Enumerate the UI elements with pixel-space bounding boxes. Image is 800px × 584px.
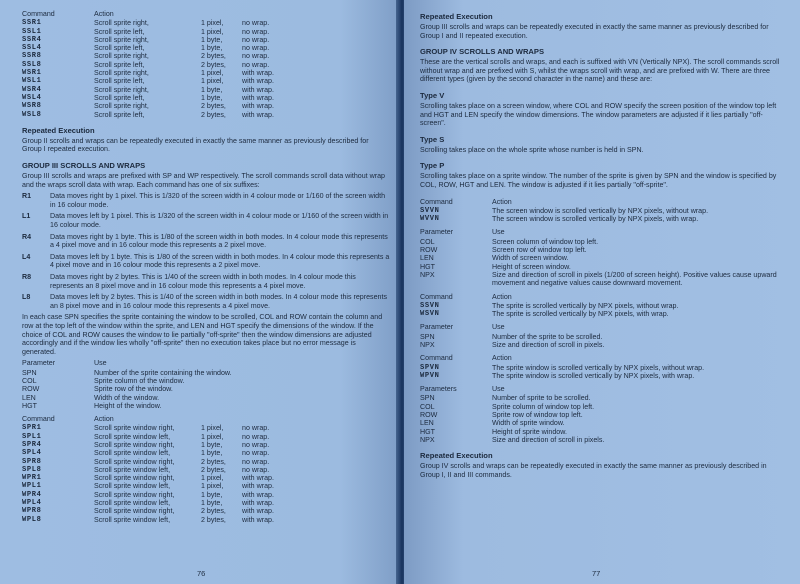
table-row [22, 86, 390, 94]
table-row [22, 424, 390, 432]
table-row [22, 377, 390, 385]
column-header-parameter: Parameter [420, 323, 454, 332]
paragraph: Scrolling takes place on a sprite window. The number of the sprite is given by SPN and the window is specified by COL, ROW, HGT and LEN. The window is adjusted if it lies partially "off-sprite". [420, 172, 777, 189]
column-header-action: Action [492, 354, 512, 363]
table-row [22, 369, 390, 377]
command-action: The sprite window is scrolled vertically by NPX pixels, with wrap. [492, 371, 695, 380]
command-action: Scroll sprite window left, [94, 499, 171, 508]
section-heading: GROUP III SCROLLS AND WRAPS [22, 161, 146, 171]
command-amount: 1 pixel, [201, 474, 224, 483]
table-row [420, 246, 788, 254]
table-row [22, 28, 390, 36]
suffix-description: Data moves right by 2 bytes. This is 1/40 of the screen width in both modes. In 4 colour mode this represents an 8 pixel move and in 16 colour mode this represents a 4 pixel move. [50, 272, 356, 290]
suffix-description: Data moves left by 2 bytes. This is 1/40 of the screen width in both modes. In 4 colour mode this represents an 8 pixel move and in 16 colour mode this represents a 4 pixel move. [50, 293, 387, 310]
suffix-code: R1 [22, 192, 32, 201]
parameter-use: Sprite row of the window. [94, 385, 173, 394]
right-page [404, 0, 800, 584]
subsection-heading: Type V [420, 90, 445, 100]
table-row [22, 102, 390, 110]
command-amount: 1 pixel, [201, 424, 224, 433]
group3-command-table [22, 424, 390, 524]
command-name: SSL1 [22, 27, 42, 36]
parameter-name: COL [420, 237, 435, 246]
parameter-use: Height of screen window. [492, 262, 571, 271]
type-p-command-table [420, 364, 788, 381]
command-amount: 1 byte, [201, 449, 223, 458]
table-row [22, 385, 390, 393]
column-header-use: Use [492, 323, 505, 332]
type-s-command-table [420, 302, 788, 319]
column-header-use: Use [492, 228, 505, 237]
command-action: Scroll sprite right, [94, 85, 149, 94]
command-amount: 1 pixel, [201, 77, 224, 86]
parameter-use: Size and direction of scroll in pixels (1/200 of screen height). Positive values cause upward movement and negative values cause downward movement. [492, 270, 777, 288]
command-name: WPL4 [22, 499, 42, 508]
parameter-name: LEN [420, 254, 434, 263]
paragraph: Group III scrolls and wraps can be repeatedly executed in exactly the same manner as previously described for Group I and II repeated execution. [420, 23, 769, 40]
command-action: Scroll sprite left, [94, 27, 145, 36]
command-name: WPR1 [22, 474, 42, 483]
command-name: SSL8 [22, 60, 42, 69]
suffix-description: Data moves left by 1 pixel. This is 1/320 of the screen width in 4 colour mode or 1/160 of the screen width in 16 colour mode. [50, 212, 389, 230]
command-action: Scroll sprite left, [94, 93, 145, 102]
command-action: Scroll sprite window left, [94, 465, 171, 474]
command-amount: 1 byte, [201, 44, 223, 53]
paragraph: Scrolling takes place on the whole sprite whose number is held in SPN. [420, 145, 644, 154]
command-wrap: no wrap. [242, 44, 270, 53]
list-item [22, 212, 390, 229]
table-row [22, 402, 390, 410]
command-wrap: with wrap. [242, 490, 274, 499]
command-amount: 2 bytes, [201, 52, 226, 61]
section-heading: Repeated Execution [420, 12, 493, 21]
parameter-use: Width of the window. [94, 393, 160, 402]
table-row [420, 372, 788, 380]
column-header-action: Action [492, 292, 512, 301]
parameter-use: Width of sprite window. [492, 419, 565, 428]
parameter-use: Size and direction of scroll in pixels. [492, 340, 605, 349]
parameter-table-header [420, 385, 788, 393]
command-amount: 1 byte, [201, 35, 223, 44]
command-amount: 2 bytes, [201, 102, 226, 111]
table-row [22, 507, 390, 515]
table-row [22, 19, 390, 27]
command-name: WSR1 [22, 69, 42, 78]
paragraph: Scrolling takes place on a screen window, where COL and ROW specify the screen position of the window top left and HGT and LEN specify the window dimensions. The window parameters are adjusted if it lies partially "off-screen". [420, 101, 777, 128]
command-name: WPR4 [22, 490, 42, 499]
command-wrap: no wrap. [242, 35, 270, 44]
command-action: Scroll sprite window left, [94, 432, 171, 441]
parameter-use: Number of the sprite containing the window. [94, 368, 232, 377]
parameter-name: LEN [420, 419, 434, 428]
table-row [22, 52, 390, 60]
command-action: The sprite is scrolled vertically by NPX pixels, with wrap. [492, 310, 669, 319]
command-wrap: no wrap. [242, 449, 270, 458]
command-wrap: no wrap. [242, 52, 270, 61]
suffix-code: R4 [22, 232, 32, 241]
command-amount: 2 bytes, [201, 60, 226, 69]
column-header-action: Action [492, 197, 512, 206]
command-name: SPR8 [22, 457, 42, 466]
table-row [420, 411, 788, 419]
table-row [22, 69, 390, 77]
command-name: WVVN [420, 215, 440, 224]
command-amount: 1 pixel, [201, 69, 224, 78]
command-amount: 1 pixel, [201, 27, 224, 36]
parameter-name: ROW [420, 246, 438, 255]
table-row [22, 499, 390, 507]
parameter-name: COL [420, 402, 435, 411]
parameter-name: HGT [22, 401, 37, 410]
command-name: SPL4 [22, 449, 42, 458]
table-row [420, 419, 788, 427]
subsection-heading: Type P [420, 161, 445, 171]
suffix-description: Data moves right by 1 pixel. This is 1/320 of the screen width in 4 colour mode or 1/160 of the screen width in 16 colour mode. [50, 192, 386, 209]
parameter-name: SPN [420, 394, 435, 403]
command-wrap: with wrap. [242, 69, 274, 78]
command-table-header [420, 354, 788, 362]
column-header-command: Command [22, 10, 55, 18]
section-heading: Repeated Execution [22, 125, 95, 135]
command-name: WSL4 [22, 93, 42, 102]
command-name: SSR4 [22, 35, 42, 44]
command-name: WSL8 [22, 110, 42, 119]
section-heading: Repeated Execution [420, 451, 493, 461]
command-action: Scroll sprite right, [94, 52, 149, 61]
table-row [420, 215, 788, 223]
command-action: Scroll sprite right, [94, 102, 149, 111]
table-row [22, 466, 390, 474]
command-name: WSVN [420, 310, 440, 319]
paragraph: In each case SPN specifies the sprite containing the window to be scrolled, COL and ROW contain the column and row at the top left of the window within the sprite, and LEN and HGT specify the dimensions of the window. If the choice of COL and ROW causes the window to lie partially "off-sprite" then the window dimensions are adjusted accordingly and if the window lies wholly "off-sprite" then no execution takes place but no error message is generated. [22, 313, 383, 356]
column-header-parameter: Parameter [22, 359, 56, 368]
table-row [22, 36, 390, 44]
command-action: Scroll sprite window left, [94, 515, 171, 524]
command-action: The sprite is scrolled vertically by NPX pixels, without wrap. [492, 301, 679, 310]
column-header-command: Command [420, 354, 453, 363]
command-action: Scroll sprite window right, [94, 490, 175, 499]
parameter-use: Screen column of window top left. [492, 237, 599, 246]
command-amount: 1 byte, [201, 441, 223, 449]
command-name: WPVN [420, 371, 440, 380]
parameter-use: Height of sprite window. [492, 427, 567, 436]
table-row [420, 302, 788, 310]
suffix-code: L1 [22, 212, 31, 221]
command-name: SPL1 [22, 432, 42, 441]
parameter-name: COL [22, 376, 37, 385]
table-row [22, 433, 390, 441]
suffix-code: L8 [22, 293, 31, 302]
command-table-header [420, 293, 788, 301]
suffix-description: Data moves left by 1 byte. This is 1/80 of the screen width in both modes. In 4 colour mode this represents a 4 pixel move and in 16 colour mode this represents a 2 pixel move. [50, 252, 390, 270]
command-amount: 1 pixel, [201, 432, 224, 441]
command-wrap: no wrap. [242, 465, 270, 474]
list-item [22, 273, 390, 290]
table-row [22, 458, 390, 466]
command-amount: 1 pixel, [201, 482, 224, 491]
column-header-action: Action [94, 10, 114, 18]
table-row [420, 341, 788, 349]
command-name: WPL8 [22, 515, 42, 524]
command-action: Scroll sprite left, [94, 110, 145, 119]
parameter-name: ROW [420, 411, 438, 420]
suffix-description: Data moves right by 1 byte. This is 1/80 of the screen width in both modes. In 4 colour mode this represents a 4 pixel move and in 16 colour mode this represents a 2 pixel move. [50, 232, 388, 250]
column-header-command: Command [420, 292, 453, 301]
parameter-table-header [420, 323, 788, 331]
command-name: SPR4 [22, 441, 42, 449]
table-row [22, 94, 390, 102]
paragraph: These are the vertical scrolls and wraps, and each is suffixed with VN (Vertically NPX). The scroll commands scroll without wrap and are prefixed with S, whilst the wraps scroll with wrap, and are prefixed with W. There are three different types (given by the second character in the name) and these are: [420, 58, 780, 84]
command-action: Scroll sprite window right, [94, 474, 175, 483]
command-action: The sprite window is scrolled vertically by NPX pixels, without wrap. [492, 363, 705, 372]
column-header-parameter: Parameter [420, 228, 454, 237]
parameter-table [22, 369, 390, 410]
table-row [22, 111, 390, 119]
table-row [22, 77, 390, 85]
command-name: SSR1 [22, 19, 42, 28]
command-wrap: with wrap. [242, 110, 274, 119]
page-number: 76 [197, 569, 206, 578]
parameter-name: SPN [420, 332, 435, 341]
list-item [22, 293, 390, 310]
command-table-header [420, 198, 788, 206]
command-action: Scroll sprite window left, [94, 449, 171, 458]
parameter-name: NPX [420, 340, 435, 349]
command-amount: 1 byte, [201, 93, 223, 102]
suffix-list [22, 192, 390, 310]
table-row [420, 263, 788, 271]
command-wrap: with wrap. [242, 77, 274, 86]
command-wrap: no wrap. [242, 441, 270, 449]
command-amount: 2 bytes, [201, 110, 226, 119]
table-row [420, 394, 788, 402]
command-amount: 1 pixel, [201, 19, 224, 28]
command-name: WSR4 [22, 85, 42, 94]
table-row [420, 428, 788, 436]
command-action: Scroll sprite window right, [94, 457, 175, 466]
parameter-use: Sprite column of window top left. [492, 402, 595, 411]
command-amount: 2 bytes, [201, 457, 226, 466]
command-action: Scroll sprite window right, [94, 441, 175, 449]
command-name: SPR1 [22, 424, 42, 433]
command-wrap: with wrap. [242, 85, 274, 94]
command-wrap: with wrap. [242, 474, 274, 483]
command-action: Scroll sprite right, [94, 35, 149, 44]
command-amount: 1 byte, [201, 490, 223, 499]
command-action: The screen window is scrolled vertically by NPX pixels, without wrap. [492, 206, 709, 215]
column-header-command: Command [420, 197, 453, 206]
table-row [420, 254, 788, 262]
command-amount: 2 bytes, [201, 515, 226, 524]
command-name: WPL1 [22, 482, 42, 491]
parameter-name: NPX [420, 435, 435, 444]
command-wrap: no wrap. [242, 432, 270, 441]
command-name: SSVN [420, 301, 440, 310]
command-action: Scroll sprite left, [94, 44, 145, 53]
type-s-parameter-table [420, 333, 788, 350]
table-row [22, 44, 390, 52]
command-name: WPR8 [22, 507, 42, 516]
table-row [22, 61, 390, 69]
parameter-name: ROW [22, 385, 40, 394]
type-v-parameter-table [420, 238, 788, 288]
column-header-use: Use [492, 385, 505, 394]
table-row [22, 482, 390, 490]
command-wrap: with wrap. [242, 102, 274, 111]
command-name: WSR8 [22, 102, 42, 111]
paragraph: Group IV scrolls and wraps can be repeatedly executed in exactly the same manner as previously described in Group I, II and III commands. [420, 462, 767, 479]
page-number: 77 [592, 569, 601, 578]
type-p-parameter-table [420, 394, 788, 444]
column-header-command: Command [22, 415, 55, 424]
table-row [420, 271, 788, 288]
command-amount: 2 bytes, [201, 465, 226, 474]
group2-command-table [22, 19, 390, 119]
command-amount: 1 byte, [201, 85, 223, 94]
command-wrap: no wrap. [242, 60, 270, 69]
command-action: Scroll sprite window right, [94, 507, 175, 516]
column-header-action: Action [94, 415, 114, 424]
parameter-name: NPX [420, 270, 435, 279]
table-row [22, 516, 390, 524]
command-name: SSR8 [22, 52, 42, 61]
type-v-command-table [420, 207, 788, 224]
list-item [22, 253, 390, 270]
command-action: Scroll sprite window right, [94, 424, 175, 433]
table-row [420, 310, 788, 318]
table-row [420, 207, 788, 215]
command-name: SVVN [420, 206, 440, 215]
parameter-table-header [22, 359, 390, 367]
command-table-header [22, 415, 390, 423]
command-wrap: with wrap. [242, 507, 274, 516]
parameter-use: Sprite row of window top left. [492, 411, 583, 420]
parameter-name: HGT [420, 262, 435, 271]
parameter-use: Height of the window. [94, 401, 162, 410]
suffix-code: L4 [22, 252, 31, 261]
command-wrap: with wrap. [242, 482, 274, 491]
command-wrap: with wrap. [242, 499, 274, 508]
command-wrap: no wrap. [242, 27, 270, 36]
parameter-use: Number of the sprite to be scrolled. [492, 332, 603, 341]
subsection-heading: Type S [420, 134, 445, 144]
list-item [22, 192, 390, 209]
command-action: The screen window is scrolled vertically by NPX pixels, with wrap. [492, 215, 699, 224]
command-wrap: with wrap. [242, 93, 274, 102]
section-heading: GROUP IV SCROLLS AND WRAPS [420, 47, 545, 57]
table-row [420, 333, 788, 341]
command-table-header [22, 10, 390, 18]
parameter-table-header [420, 228, 788, 236]
table-row [22, 491, 390, 499]
command-action: Scroll sprite left, [94, 77, 145, 86]
parameter-use: Size and direction of scroll in pixels. [492, 435, 605, 444]
table-row [22, 441, 390, 449]
table-row [420, 436, 788, 444]
command-amount: 1 byte, [201, 499, 223, 508]
parameter-name: LEN [22, 393, 36, 402]
column-header-use: Use [94, 359, 107, 368]
command-action: Scroll sprite right, [94, 19, 149, 28]
paragraph: Group III scrolls and wraps are prefixed with SP and WP respectively. The scroll commands scroll data without wrap and the wraps scroll data with wrap. Each command has one of six suffixes: [22, 172, 385, 189]
parameter-use: Screen row of window top left. [492, 246, 587, 255]
parameter-use: Width of screen window. [492, 254, 569, 263]
table-row [420, 238, 788, 246]
table-row [420, 364, 788, 372]
command-wrap: no wrap. [242, 424, 270, 433]
paragraph: Group II scrolls and wraps can be repeatedly executed in exactly the same manner as previously described for Group I repeated execution. [22, 136, 369, 154]
parameter-use: Sprite column of the window. [94, 376, 185, 385]
table-row [22, 394, 390, 402]
table-row [420, 403, 788, 411]
command-wrap: no wrap. [242, 19, 270, 28]
command-action: Scroll sprite left, [94, 60, 145, 69]
parameter-name: HGT [420, 427, 435, 436]
table-row [22, 449, 390, 457]
parameter-use: Number of sprite to be scrolled. [492, 394, 591, 403]
parameter-name: SPN [22, 368, 37, 377]
command-action: Scroll sprite right, [94, 69, 149, 78]
command-action: Scroll sprite window left, [94, 482, 171, 491]
suffix-code: R8 [22, 272, 32, 281]
command-name: WSL1 [22, 77, 42, 86]
command-name: SPVN [420, 363, 440, 372]
list-item [22, 233, 390, 250]
command-amount: 2 bytes, [201, 507, 226, 516]
command-wrap: with wrap. [242, 515, 274, 524]
command-wrap: no wrap. [242, 457, 270, 466]
column-header-parameters: Parameters [420, 385, 457, 394]
command-name: SPL8 [22, 465, 42, 474]
command-name: SSL4 [22, 44, 42, 53]
table-row [22, 474, 390, 482]
